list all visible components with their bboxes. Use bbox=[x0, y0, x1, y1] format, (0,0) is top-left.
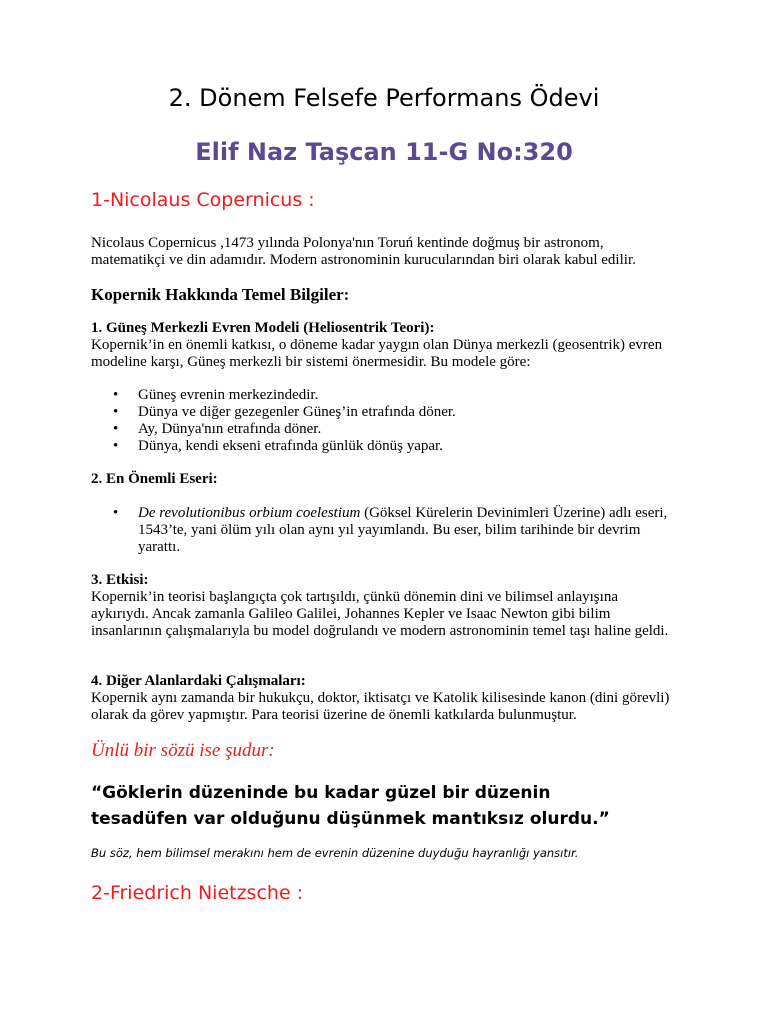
famous-quote: “Göklerin düzeninde bu kadar güzel bir düzenin tesadüfen var olduğunu düşünmek mantıksız olurdu.” bbox=[91, 783, 610, 829]
bullet-icon: • bbox=[113, 438, 119, 454]
bullet-icon: • bbox=[113, 387, 119, 403]
item1-bullet-list bbox=[91, 387, 671, 455]
list-item bbox=[91, 421, 671, 438]
list-item bbox=[91, 404, 671, 421]
basics-heading: Kopernik Hakkında Temel Bilgiler: bbox=[91, 285, 350, 304]
bullet-text: Ay, Dünya'nın etrafında döner. bbox=[138, 421, 322, 437]
list-item bbox=[91, 387, 671, 404]
bullet-text: Dünya ve diğer gezegenler Güneş’in etrafında döner. bbox=[138, 404, 456, 420]
bullet-text: Dünya, kendi ekseni etrafında günlük dönüş yapar. bbox=[138, 438, 443, 454]
intro-paragraph: Nicolaus Copernicus ,1473 yılında Polonya'nın Toruń kentinde doğmuş bir astronom, matematikçi ve din adamıdır. Modern astronominin kurucularından biri olarak kabul edilir. bbox=[91, 235, 636, 268]
author-line: Elif Naz Taşcan 11-G No:320 bbox=[195, 138, 573, 166]
item3-text: Kopernik’in teorisi başlangıçta çok tartışıldı, çünkü dönemin dini ve bilimsel anlayışına aykırıydı. Ancak zamanla Galileo Galilei, Johannes Kepler ve Isaac Newton gibi bilim insanlarının çalışmalarıyla bu model doğrulandı ve modern astronominin temel taşı haline geldi. bbox=[91, 589, 669, 639]
item2-heading: 2. En Önemli Eseri: bbox=[91, 471, 218, 487]
list-item bbox=[91, 505, 671, 556]
quote-intro: Ünlü bir sözü ise şudur: bbox=[91, 740, 275, 761]
item3-heading: 3. Etkisi: bbox=[91, 572, 149, 588]
page-title: 2. Dönem Felsefe Performans Ödevi bbox=[168, 84, 600, 112]
item4-heading: 4. Diğer Alanlardaki Çalışmaları: bbox=[91, 673, 306, 689]
bullet-icon: • bbox=[113, 404, 119, 420]
bullet-text: Güneş evrenin merkezindedir. bbox=[138, 387, 319, 403]
work-text: (Göksel Kürelerin Devinimleri Üzerine) adlı eseri, 1543’te, yani ölüm yılı olan aynı yıl yayımlandı. Bu eser, bilim tarihinde bir devrim yarattı. bbox=[138, 505, 668, 555]
item4-block bbox=[91, 673, 671, 724]
item1-heading: 1. Güneş Merkezli Evren Modeli (Heliosentrik Teori): bbox=[91, 320, 435, 336]
section-heading-nietzsche: 2-Friedrich Nietzsche : bbox=[91, 882, 304, 904]
work-title: De revolutionibus orbium coelestium bbox=[138, 505, 361, 521]
item1-block bbox=[91, 320, 671, 371]
item1-text: Kopernik’in en önemli katkısı, o döneme kadar yaygın olan Dünya merkezli (geosentrik) evren modeline karşı, Güneş merkezli bir sistemi önermesidir. Bu modele göre: bbox=[91, 337, 663, 370]
item2-bullet-list bbox=[91, 505, 671, 556]
bullet-icon: • bbox=[113, 421, 119, 437]
item4-text: Kopernik aynı zamanda bir hukukçu, doktor, iktisatçı ve Katolik kilisesinde kanon (dini görevli) olarak da görev yapmıştır. Para teorisi üzerine de önemli katkılarda bulunmuştur. bbox=[91, 690, 670, 723]
item3-block bbox=[91, 572, 671, 640]
bullet-icon: • bbox=[113, 505, 119, 521]
section-heading-copernicus: 1-Nicolaus Copernicus : bbox=[91, 189, 315, 211]
quote-note: Bu söz, hem bilimsel merakını hem de evrenin düzenine duyduğu hayranlığı yansıtır. bbox=[91, 846, 579, 860]
list-item bbox=[91, 438, 671, 455]
